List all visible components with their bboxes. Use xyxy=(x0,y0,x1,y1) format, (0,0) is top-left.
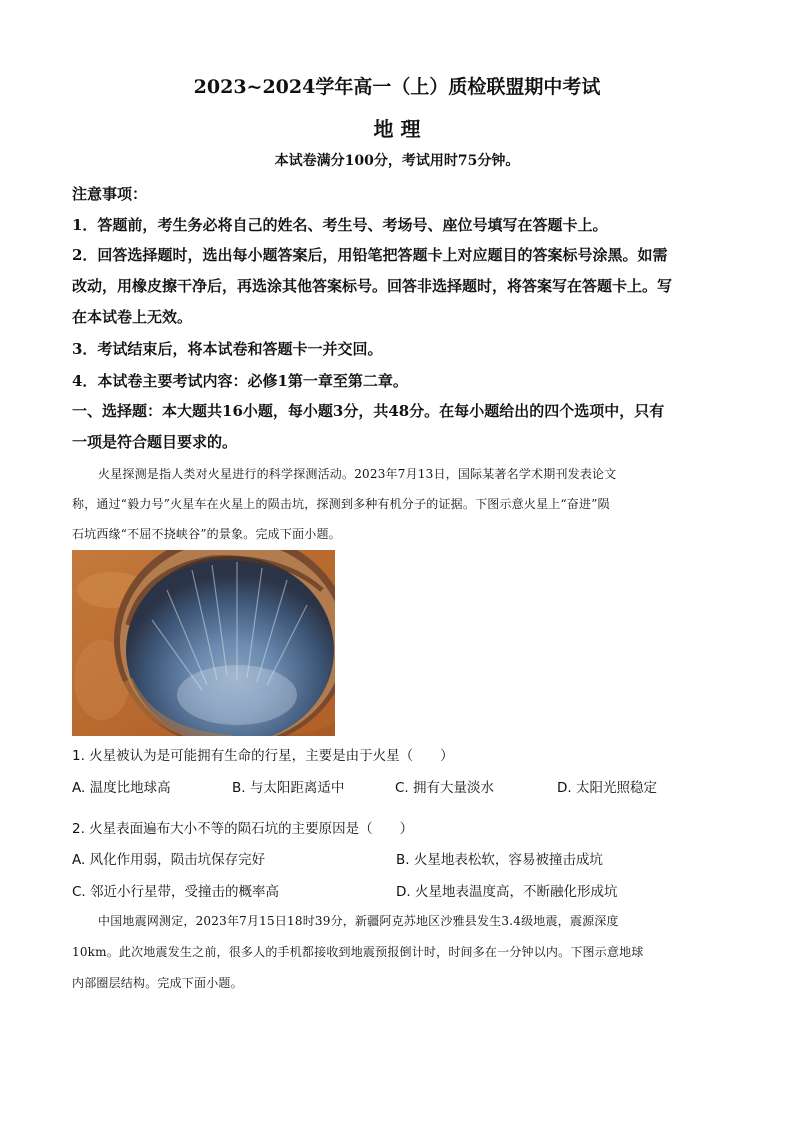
exam-info: 本试卷满分100分，考试用时75分钟。 xyxy=(274,153,520,169)
question-2-option-a: A. 风化作用弱，陨击坑保存完好 xyxy=(72,852,266,868)
passage-2-line-2: 10km。此次地震发生之前，很多人的手机都接收到地震预报倒计时，时间多在一分钟以内。下图示意地球 xyxy=(72,945,644,959)
notice-heading: 注意事项： xyxy=(72,185,148,203)
question-1-option-b: B. 与太阳距离适中 xyxy=(232,780,345,796)
section-heading-line-2: 一项是符合题目要求的。 xyxy=(72,433,238,451)
question-1-stem: 1. 火星被认为是可能拥有生命的行星，主要是由于火星（ ） xyxy=(72,748,454,764)
notice-item-3: 3．考试结束后，将本试卷和答题卡一并交回。 xyxy=(72,340,383,358)
passage-1-line-3: 石坑西缘“不屈不挠峡谷”的景象。完成下面小题。 xyxy=(72,527,341,541)
page-title: 2023~2024学年高一（上）质检联盟期中考试 xyxy=(193,76,601,98)
mars-crater-image xyxy=(72,550,335,736)
question-1-option-c: C. 拥有大量淡水 xyxy=(395,780,495,796)
notice-item-2-line-3: 在本试卷上无效。 xyxy=(72,308,193,326)
question-1-option-a: A. 温度比地球高 xyxy=(72,780,171,796)
subject-title: 地 理 xyxy=(373,117,421,141)
section-heading-line-1: 一、选择题：本大题共16小题，每小题3分，共48分。在每小题给出的四个选项中，只有 xyxy=(72,402,665,420)
question-1-option-d: D. 太阳光照稳定 xyxy=(557,780,657,796)
passage-1-line-1: 火星探测是指人类对火星进行的科学探测活动。2023年7月13日，国际某著名学术期刊发表论文 xyxy=(98,467,617,481)
passage-2-line-1: 中国地震网测定，2023年7月15日18时39分，新疆阿克苏地区沙雅县发生3.4级地震，震源深度 xyxy=(98,914,619,928)
notice-item-4: 4．本试卷主要考试内容：必修1第一章至第二章。 xyxy=(72,372,408,390)
passage-2-line-3: 内部圈层结构。完成下面小题。 xyxy=(72,976,243,990)
notice-item-2-line-1: 2．回答选择题时，选出每小题答案后，用铅笔把答题卡上对应题目的答案标号涂黑。如需 xyxy=(72,246,668,264)
question-2-stem: 2. 火星表面遍布大小不等的陨石坑的主要原因是（ ） xyxy=(72,821,414,837)
question-2-option-d: D. 火星地表温度高，不断融化形成坑 xyxy=(396,884,618,900)
passage-1-line-2: 称，通过“毅力号”火星车在火星上的陨击坑，探测到多种有机分子的证据。下图示意火星上“奋进”陨 xyxy=(72,497,610,511)
question-2-option-c: C. 邻近小行星带，受撞击的概率高 xyxy=(72,884,280,900)
notice-item-2-line-2: 改动，用橡皮擦干净后，再选涂其他答案标号。回答非选择题时，将答案写在答题卡上。写 xyxy=(72,277,673,295)
notice-item-1: 1．答题前，考生务必将自己的姓名、考生号、考场号、座位号填写在答题卡上。 xyxy=(72,216,608,234)
question-2-option-b: B. 火星地表松软，容易被撞击成坑 xyxy=(396,852,603,868)
